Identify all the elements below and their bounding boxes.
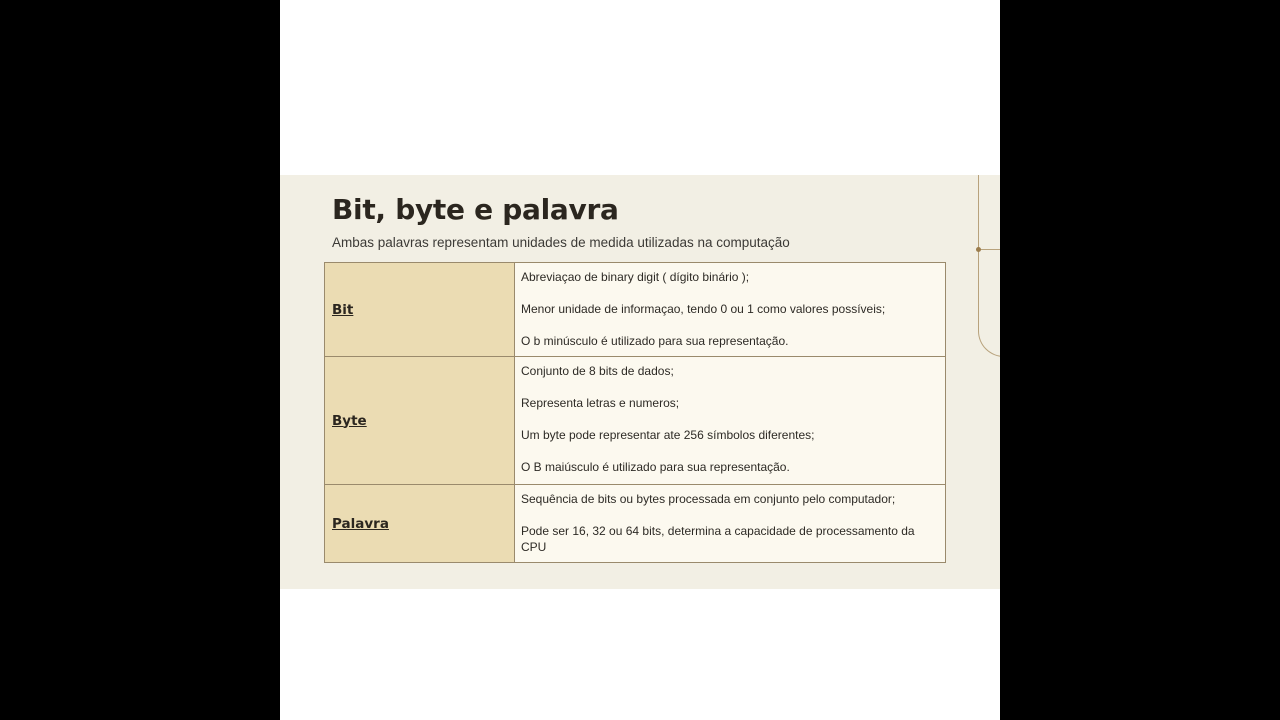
- definitions-table: [324, 262, 946, 563]
- table-row-bit: [325, 263, 946, 357]
- slide-title: Bit, byte e palavra: [332, 193, 619, 226]
- term-palavra: Palavra: [332, 515, 389, 532]
- description-line: Abreviaçao de binary digit ( dígito binário );: [521, 270, 750, 284]
- decorative-curve: [978, 175, 1000, 357]
- slide-subtitle: Ambas palavras representam unidades de medida utilizadas na computação: [332, 235, 790, 250]
- table-row-palavra: [325, 485, 946, 563]
- table-row-byte: [325, 357, 946, 485]
- description-line: O b minúsculo é utilizado para sua representação.: [521, 334, 789, 348]
- term-byte: Byte: [332, 412, 367, 429]
- description-line: Conjunto de 8 bits de dados;: [521, 364, 674, 378]
- description-line: O B maiúsculo é utilizado para sua representação.: [521, 460, 790, 474]
- term-cell: [325, 357, 515, 485]
- description-line: Representa letras e numeros;: [521, 396, 680, 410]
- description-line: Pode ser 16, 32 ou 64 bits, determina a capacidade de processamento da CPU: [521, 524, 915, 554]
- description-cell: [515, 485, 946, 563]
- description-line: Sequência de bits ou bytes processada em conjunto pelo computador;: [521, 492, 896, 506]
- term-cell: [325, 485, 515, 563]
- slide: [280, 175, 1000, 589]
- term-cell: [325, 263, 515, 357]
- description-line: Um byte pode representar ate 256 símbolos diferentes;: [521, 428, 815, 442]
- decorative-tick: [979, 249, 1000, 250]
- description-cell: [515, 357, 946, 485]
- term-bit: Bit: [332, 301, 354, 318]
- video-frame: [280, 0, 1000, 720]
- decorative-dot: [976, 247, 981, 252]
- description-cell: [515, 263, 946, 357]
- description-line: Menor unidade de informaçao, tendo 0 ou 1 como valores possíveis;: [521, 302, 886, 316]
